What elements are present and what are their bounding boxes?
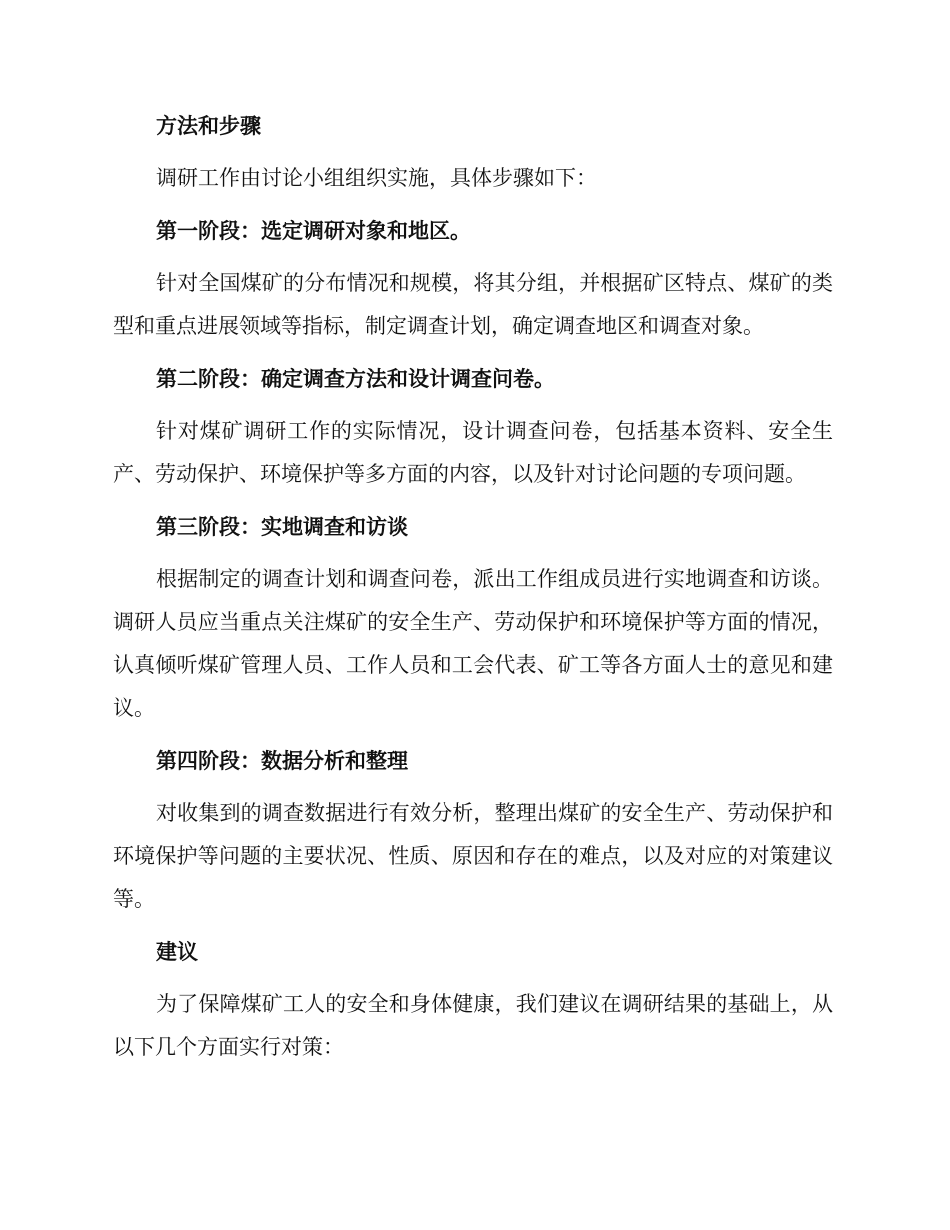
paragraph-intro: 调研工作由讨论小组组织实施，具体步骤如下： (156, 166, 597, 190)
paragraph-stage-1: 针对全国煤矿的分布情况和规模，将其分组，并根据矿区特点、煤矿的类型和重点进展领域等指标，制定调查计划，确定调查地区和调查对象。 (113, 271, 833, 338)
paragraph-suggestions: 为了保障煤矿工人的安全和身体健康，我们建议在调研结果的基础上，从以下几个方面实行对策： (113, 992, 833, 1059)
section-heading-stage-4: 第四阶段：数据分析和整理 (156, 748, 408, 773)
section-heading-methods: 方法和步骤 (156, 113, 261, 138)
paragraph-stage-3: 根据制定的调查计划和调查问卷，派出工作组成员进行实地调查和访谈。调研人员应当重点关注煤矿的安全生产、劳动保护和环境保护等方面的情况，认真倾听煤矿管理人员、工作人员和工会代表、矿工等各方面人士的意见和建议。 (113, 567, 833, 720)
section-heading-stage-3: 第三阶段：实地调查和访谈 (156, 514, 408, 539)
section-heading-stage-1: 第一阶段：选定调研对象和地区。 (156, 218, 471, 243)
paragraph-stage-2: 针对煤矿调研工作的实际情况，设计调查问卷，包括基本资料、安全生产、劳动保护、环境保护等多方面的内容，以及针对讨论问题的专项问题。 (113, 419, 833, 486)
document-body (113, 104, 833, 1078)
paragraph-stage-4: 对收集到的调查数据进行有效分析，整理出煤矿的安全生产、劳动保护和环境保护等问题的主要状况、性质、原因和存在的难点，以及对应的对策建议等。 (113, 801, 833, 911)
section-heading-suggestions: 建议 (156, 939, 198, 964)
section-heading-stage-2: 第二阶段：确定调查方法和设计调查问卷。 (156, 366, 555, 391)
